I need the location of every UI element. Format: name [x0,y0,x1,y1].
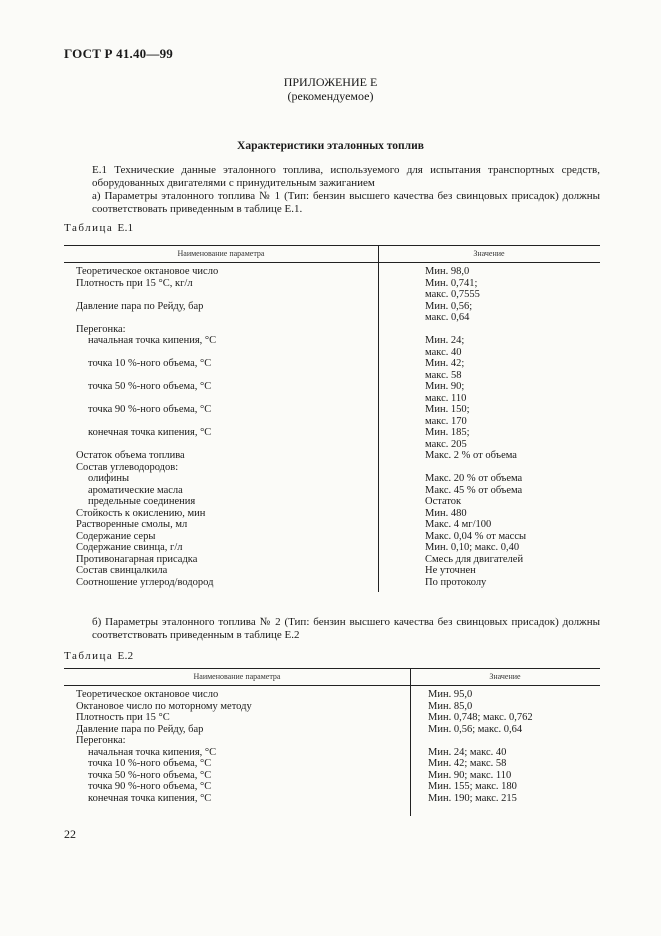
param-cell: Растворенные смолы, мл [76,519,188,530]
table-row [64,485,600,497]
value-cell: макс. 170 [425,415,467,427]
param-cell: точка 90 %-ного объема, °С [88,404,212,415]
paragraph-e1-text: Е.1 Технические данные эталонного топлива, используемого для испытания транспортных средств, оборудованных двигателями с принудительным зажиганием [92,164,600,189]
appendix-title: ПРИЛОЖЕНИЕ Е [283,75,378,89]
table-row [64,416,600,428]
value-cell: Макс. 0,04 % от массы [425,530,527,542]
table-row [64,439,600,451]
table-row [64,565,600,577]
param-cell: Противонагарная присадка [76,553,198,565]
param-cell: Остаток объема топлива [76,450,185,461]
table1-caption-word: Таблица [64,222,114,234]
table-row [64,508,600,520]
table-row [64,450,600,462]
value-cell: Мин. 42; макс. 58 [428,758,507,769]
table-row [64,312,600,324]
table-row [64,781,600,793]
table-row [64,701,600,713]
value-cell: По протоколу [425,576,487,588]
param-cell: конечная точка кипения, °С [88,427,212,438]
param-cell: точка 90 %-ного объема, °С [88,781,212,792]
section-title: Характеристики эталонных топлив [237,140,424,152]
table-row [64,689,600,701]
value-cell: Мин. 150; [425,404,470,415]
value-cell: Мин. 98,0 [425,266,470,277]
table-row [64,289,600,301]
paragraph-b-text: б) Параметры эталонного топлива № 2 (Тип: бензин высшего качества без свинцовых присадок) должны соответствовать приведенным в таблице Е.2 [92,616,600,641]
value-cell: Мин. 480 [425,507,467,519]
value-cell: Мин. 190; макс. 215 [428,792,517,804]
value-cell: Мин. 24; [425,335,465,346]
value-cell: макс. 0,64 [425,312,470,323]
table-row [64,473,600,485]
paragraph-e1 [64,164,600,216]
table-row [64,393,600,405]
param-cell: Содержание серы [76,530,156,542]
value-cell: Остаток [425,496,462,507]
param-cell: точка 50 %-ного объема, °С [88,381,212,392]
table-row [64,519,600,531]
table-row [64,531,600,543]
standard-header: ГОСТ Р 41.40—99 [64,46,173,61]
table-row [64,577,600,589]
param-cell: Давление пара по Рейду, бар [76,300,204,312]
value-cell: Мин. 185; [425,427,470,438]
table-row [64,381,600,393]
value-cell: Мин. 95,0 [428,689,473,700]
value-cell: Мин. 0,56; макс. 0,64 [428,723,523,735]
value-cell: Не уточнен [425,565,476,576]
table-row [64,324,600,336]
value-cell: Макс. 2 % от объема [425,450,517,461]
table-row [64,724,600,736]
param-cell: Теоретическое октановое число [76,266,219,277]
param-cell: Состав свинцалкила [76,565,168,576]
table2-body [64,686,600,804]
table2-caption-number: Е.2 [117,650,134,662]
param-cell: начальная точка кипения, °С [88,746,217,758]
param-cell: Плотность при 15 °С [76,712,170,723]
param-cell: Давление пара по Рейду, бар [76,723,204,735]
table2-col-value: Значение [489,672,521,681]
value-cell: Макс. 4 мг/100 [425,519,492,530]
value-cell: Мин. 85,0 [428,700,473,712]
paragraph-a-text: а) Параметры эталонного топлива № 1 (Тип: бензин высшего качества без свинцовых присадок) должны соответствовать приведенным в таблице Е.1. [92,190,600,215]
value-cell: Мин. 90; макс. 110 [428,769,512,781]
value-cell: макс. 205 [425,438,467,450]
value-cell: Мин. 0,741; [425,277,478,289]
table1-caption-number: Е.1 [117,222,134,234]
value-cell: Мин. 0,56; [425,300,473,312]
param-cell: олифины [88,473,130,484]
param-cell: Соотношение углерод/водород [76,576,214,588]
table-row [64,358,600,370]
param-cell: Стойкость к окислению, мин [76,507,206,519]
value-cell: Мин. 0,748; макс. 0,762 [428,712,533,723]
value-cell: Мин. 90; [425,381,465,392]
table1 [64,245,600,588]
value-cell: Смесь для двигателей [425,553,524,565]
value-cell: Мин. 155; макс. 180 [428,781,517,792]
param-cell: Состав углеводородов: [76,461,179,473]
table-row [64,370,600,382]
table2-divider [410,668,411,816]
value-cell: Мин. 24; макс. 40 [428,746,507,758]
table-row [64,496,600,508]
param-cell: начальная точка кипения, °С [88,335,217,346]
table-row [64,735,600,747]
appendix-subtitle: (рекомендуемое) [287,89,374,103]
table-row [64,758,600,770]
param-cell: точка 10 %-ного объема, °С [88,358,212,369]
table-row [64,712,600,724]
value-cell: Макс. 20 % от объема [425,473,523,484]
value-cell: макс. 58 [425,369,462,381]
table2-header [64,668,600,686]
param-cell: Содержание свинца, г/л [76,542,183,553]
table-row [64,554,600,566]
param-cell: Перегонка: [76,323,126,335]
param-cell: Перегонка: [76,735,126,746]
table-row [64,266,600,278]
value-cell: макс. 110 [425,392,467,404]
table-row [64,542,600,554]
param-cell: конечная точка кипения, °С [88,792,212,804]
table-row [64,427,600,439]
param-cell: предельные соединения [88,496,196,507]
param-cell: Теоретическое октановое число [76,689,219,700]
page-number: 22 [64,827,76,841]
appendix-heading [0,75,661,103]
table1-body [64,263,600,588]
param-cell: ароматические масла [88,484,183,496]
table1-header [64,245,600,263]
table2-caption-word: Таблица [64,650,114,662]
table2 [64,668,600,804]
param-cell: Октановое число по моторному методу [76,700,252,712]
table-row [64,301,600,313]
table-row [64,770,600,782]
table-row [64,793,600,805]
table1-divider [378,245,379,592]
table-row [64,747,600,759]
table2-col-param: Наименование параметра [193,672,281,681]
table-row [64,278,600,290]
table-row [64,462,600,474]
value-cell: Макс. 45 % от объема [425,484,523,496]
value-cell: макс. 0,7555 [425,289,480,300]
table-row [64,404,600,416]
paragraph-b [64,616,600,642]
table-row [64,347,600,359]
param-cell: Плотность при 15 °С, кг/л [76,277,193,289]
value-cell: Мин. 0,10; макс. 0,40 [425,542,520,553]
value-cell: макс. 40 [425,346,462,358]
param-cell: точка 10 %-ного объема, °С [88,758,212,769]
table2-caption [64,650,133,662]
table1-caption [64,222,133,234]
table1-col-param: Наименование параметра [177,249,265,258]
value-cell: Мин. 42; [425,358,465,369]
param-cell: точка 50 %-ного объема, °С [88,769,212,781]
table-row [64,335,600,347]
table1-col-value: Значение [473,249,505,258]
